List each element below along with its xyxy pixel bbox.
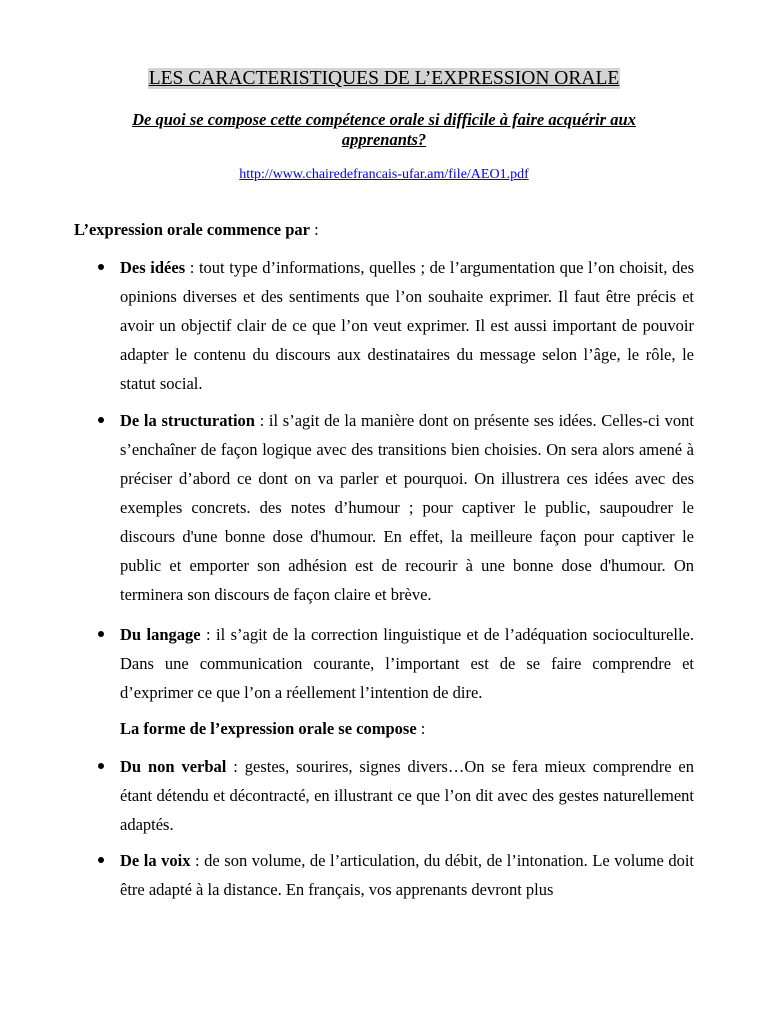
item-text: : gestes, sourires, signes divers…On se fera mieux comprendre en étant détendu et décontracté, en illustrant ce que l’on dit avec des gestes naturellement adaptés. [120, 757, 694, 834]
list-item-idees [120, 253, 694, 398]
bullet-icon [98, 763, 104, 769]
subtitle: De quoi se compose cette compétence orale si difficile à faire acquérir aux apprenants? [132, 110, 636, 149]
section-heading-forme [120, 714, 694, 743]
section-colon: : [416, 719, 426, 738]
list-item-voix [120, 846, 694, 904]
item-term: De la voix [120, 851, 191, 870]
item-term: Du langage [120, 625, 201, 644]
bullet-icon [98, 264, 104, 270]
intro-colon: : [310, 220, 319, 239]
item-text: : il s’agit de la manière dont on présente ses idées. Celles-ci vont s’enchaîner de façon logique avec des transitions bien choisies. On sera alors amené à préciser d’abord ce dont on va parler et pourquoi. On illustrera ces idées avec des exemples concrets. des notes d’humour ; pour captiver le public, saupoudrer le discours d'une bonne dose d'humour. En effet, la meilleure façon pour captiver le public et emporter son adhésion est de recourir à une bonne dose d'humour. On terminera son discours de façon claire et brève. [120, 411, 694, 604]
item-term: De la structuration [120, 411, 255, 430]
page-title [0, 66, 768, 92]
intro-bold: L’expression orale commence par [74, 220, 311, 239]
source-link-line [0, 166, 768, 184]
source-link[interactable]: http://www.chairedefrancais-ufar.am/file/AEO1.pdf [239, 167, 529, 182]
bullet-icon [98, 857, 104, 863]
list-item-structuration [120, 406, 694, 609]
title-text: LES CARACTERISTIQUES DE L’EXPRESSION ORALE [148, 68, 620, 89]
item-text: : tout type d’informations, quelles ; de l’argumentation que l’on choisit, des opinions diverses et des sentiments que l’on souhaite exprimer. Il faut être précis et avoir un objectif clair de ce que l’on veut exprimer. Il est aussi important de pouvoir adapter le contenu du discours aux destinataires du message selon l’âge, le rôle, le statut social. [120, 258, 694, 393]
item-text: : de son volume, de l’articulation, du débit, de l’intonation. Le volume doit être adapté à la distance. En français, vos apprenants devront plus [120, 851, 694, 899]
item-term: Des idées [120, 258, 186, 277]
item-term: Du non verbal [120, 757, 227, 776]
bullet-icon [98, 417, 104, 423]
intro-line [74, 219, 319, 241]
item-text: : il s’agit de la correction linguistique et de l’adéquation socioculturelle. Dans une communication courante, l’important est de se faire comprendre et d’exprimer ce que l’on a réellement l’intention de dire. [120, 625, 694, 702]
bullet-icon [98, 631, 104, 637]
list-item-non-verbal [120, 752, 694, 839]
list-item-langage [120, 620, 694, 707]
section-bold: La forme de l’expression orale se compose [120, 719, 417, 738]
